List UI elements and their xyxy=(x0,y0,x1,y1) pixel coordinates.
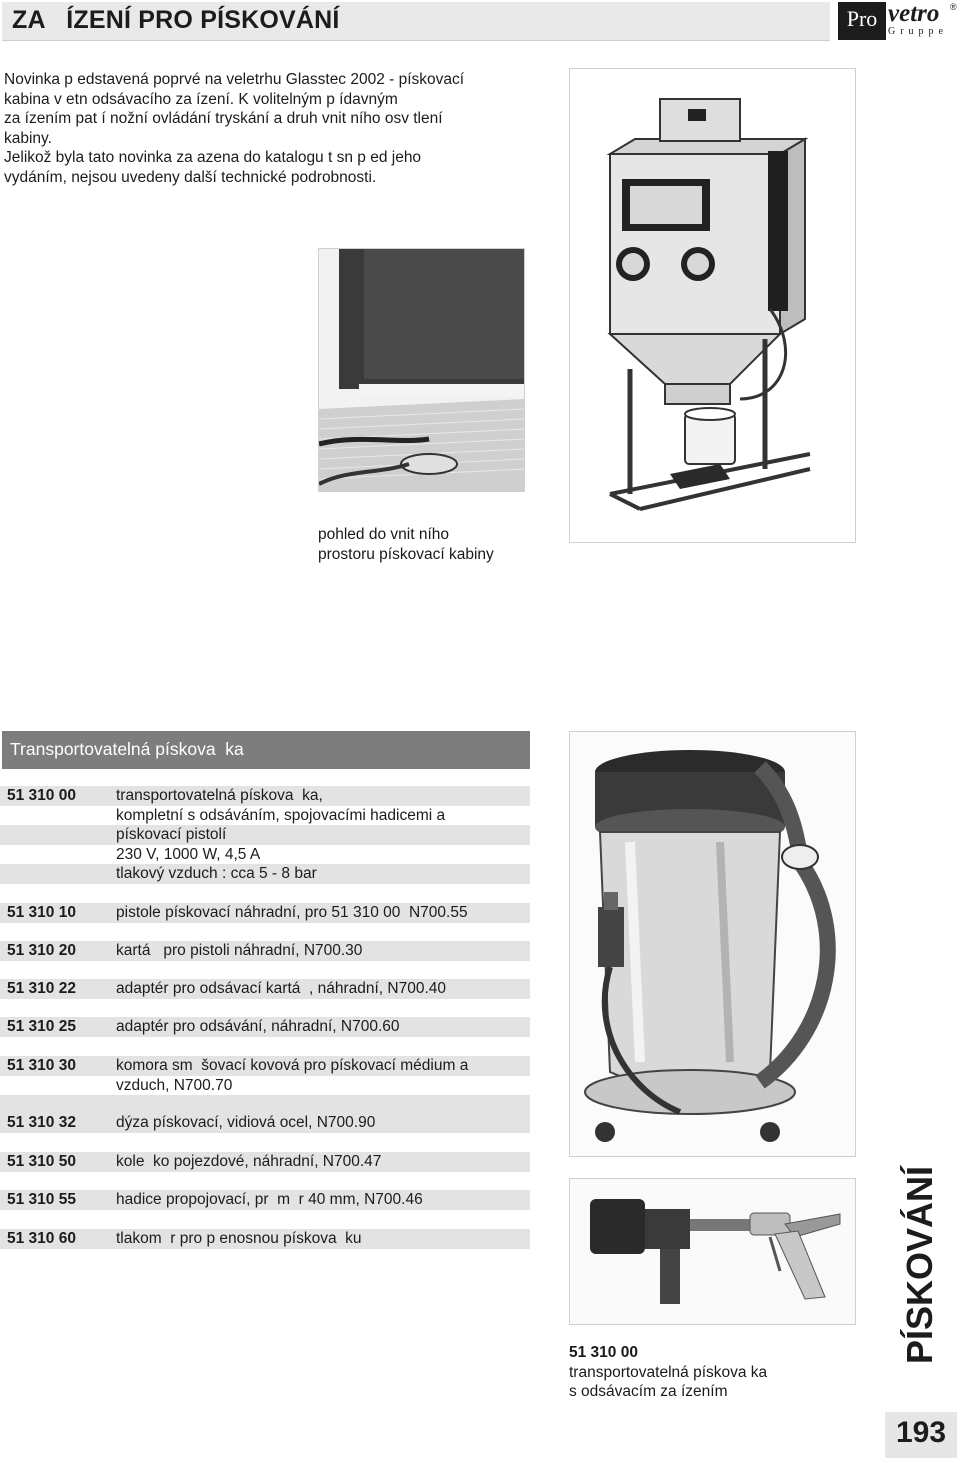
intro-paragraph xyxy=(4,70,544,187)
product-description-line: transportovatelná pískova ka, xyxy=(116,787,323,804)
product-description xyxy=(116,903,526,923)
product-description xyxy=(116,1056,526,1095)
product-description-line: kole ko pojezdové, náhradní, N700.47 xyxy=(116,1153,382,1170)
chapter-label: PÍSKOVÁNÍ xyxy=(899,1165,940,1365)
product-description xyxy=(116,1113,526,1133)
product-code: 51 310 55 xyxy=(7,1191,76,1208)
intro-line: vydáním, nejsou uvedeny další technické podrobnosti. xyxy=(4,168,377,186)
chapter-side-tab xyxy=(885,1160,955,1370)
interior-caption-line: pohled do vnit ního xyxy=(318,526,449,543)
product-code: 51 310 50 xyxy=(7,1153,76,1170)
blasting-gun-photo xyxy=(569,1178,856,1325)
logo-vetro: vetro xyxy=(888,0,940,27)
product-description xyxy=(116,979,526,999)
product-description xyxy=(116,786,526,884)
product-description-line: komora sm šovací kovová pro pískovací médium a xyxy=(116,1057,469,1074)
product-description-line: hadice propojovací, pr m r 40 mm, N700.46 xyxy=(116,1191,423,1208)
page-title: ZA ÍZENÍ PRO PÍSKOVÁNÍ xyxy=(12,6,340,34)
portable-sandblaster-photo xyxy=(569,731,856,1157)
intro-line: Novinka p edstavená poprvé na veletrhu Glasstec 2002 - pískovací xyxy=(4,71,465,88)
product-description xyxy=(116,1190,526,1210)
intro-line: za ízením pat í nožní ovládání tryskání a druh vnit ního osv tlení xyxy=(4,110,443,127)
product-code: 51 310 25 xyxy=(7,1018,76,1035)
product-description-line: 230 V, 1000 W, 4,5 A xyxy=(116,845,261,863)
product-description-line: vzduch, N700.70 xyxy=(116,1076,233,1094)
product-description-line: pistole pískovací náhradní, pro 51 310 00 N700.55 xyxy=(116,904,468,921)
product-description xyxy=(116,1229,526,1249)
product-description-line: tlakom r pro p enosnou pískova ku xyxy=(116,1230,362,1247)
interior-caption-line: prostoru pískovací kabiny xyxy=(318,546,494,563)
row-band xyxy=(0,1095,530,1115)
product-description xyxy=(116,1017,526,1037)
page-number: 193 xyxy=(895,1416,947,1449)
product-code: 51 310 30 xyxy=(7,1057,76,1074)
product-code: 51 310 32 xyxy=(7,1114,76,1131)
product-description-line: pískovací pistolí xyxy=(116,826,227,843)
interior-caption xyxy=(318,525,548,565)
product-description-line: dýza pískovací, vidiová ocel, N700.90 xyxy=(116,1114,376,1131)
sandblaster-caption-line: s odsávacím za ízením xyxy=(569,1383,728,1400)
intro-line: kabiny. xyxy=(4,129,52,147)
cabinet-interior-photo xyxy=(318,248,525,492)
section-title: Transportovatelná pískova ka xyxy=(10,739,244,759)
logo-registered-mark: ® xyxy=(950,2,957,12)
sandblaster-caption xyxy=(569,1343,829,1402)
product-description-line: adaptér pro odsávací kartá , náhradní, N700.40 xyxy=(116,980,447,997)
product-description-line: kartá pro pistoli náhradní, N700.30 xyxy=(116,942,363,959)
product-description xyxy=(116,1152,526,1172)
product-description xyxy=(116,941,526,961)
provetro-logo xyxy=(838,2,958,40)
intro-line: kabina v etn odsávacího za ízení. K volitelným p ídavným xyxy=(4,90,398,108)
product-code: 51 310 22 xyxy=(7,980,76,997)
product-description-line: adaptér pro odsávání, náhradní, N700.60 xyxy=(116,1018,400,1035)
logo-gruppe: Gruppe xyxy=(888,26,948,37)
product-code: 51 310 00 xyxy=(7,787,76,804)
intro-line: Jelikož byla tato novinka za azena do katalogu t sn p ed jeho xyxy=(4,149,422,166)
sandblaster-caption-line: transportovatelná pískova ka xyxy=(569,1363,768,1381)
product-code: 51 310 20 xyxy=(7,942,76,959)
product-code: 51 310 60 xyxy=(7,1230,76,1247)
sandblaster-caption-code: 51 310 00 xyxy=(569,1344,638,1361)
logo-pro: Pro xyxy=(838,2,886,40)
product-description-line: tlakový vzduch : cca 5 - 8 bar xyxy=(116,865,317,882)
product-description-line: kompletní s odsáváním, spojovacími hadicemi a xyxy=(116,806,446,824)
sandblasting-cabinet-photo xyxy=(569,68,856,543)
product-code: 51 310 10 xyxy=(7,904,76,921)
